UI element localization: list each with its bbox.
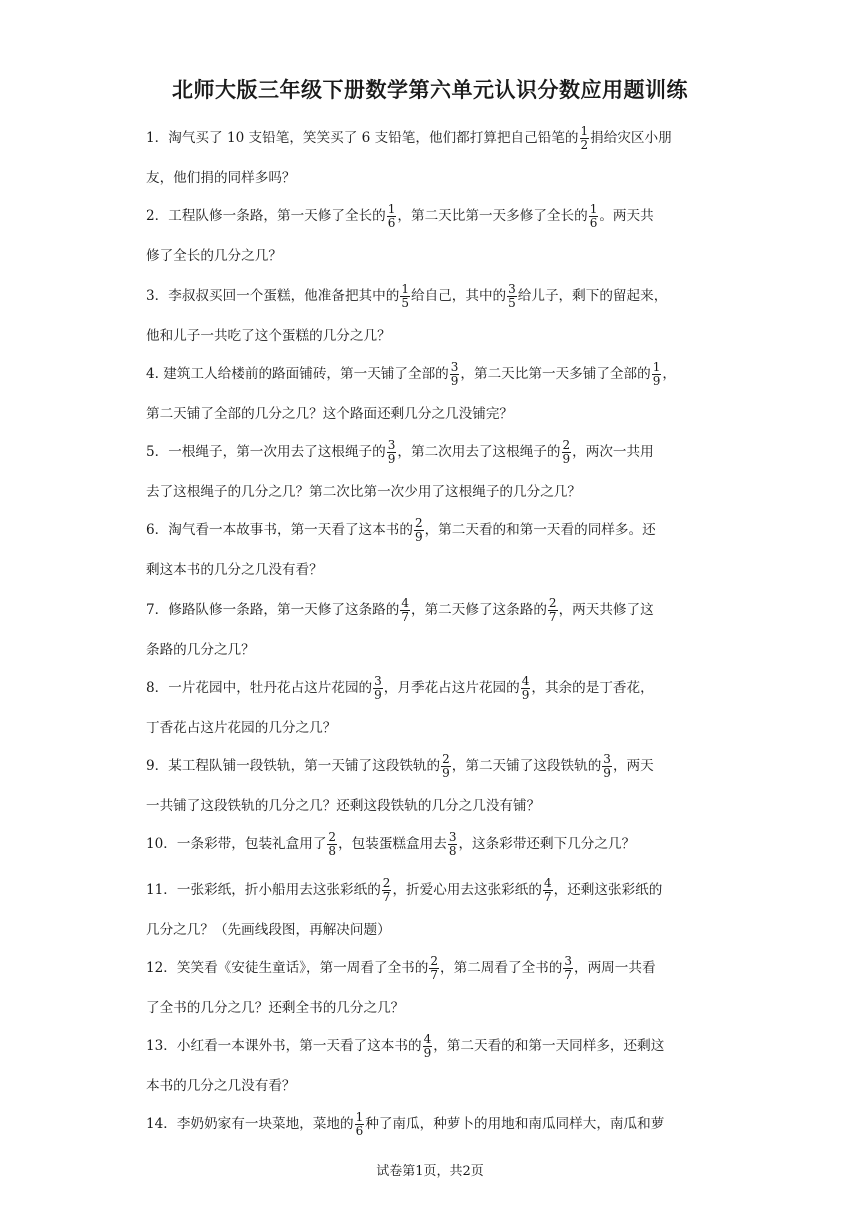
fraction [652, 361, 662, 388]
question-text: 给儿子，剩下的留起来， [517, 288, 668, 304]
fraction [602, 753, 612, 780]
fraction-denominator: 9 [562, 452, 571, 466]
page-footer: 试卷第1页，共2页 [376, 1164, 484, 1179]
fraction-numerator: 2 [328, 830, 337, 844]
question-text: 14．李奶奶家有一块菜地，菜地的 [146, 1116, 354, 1132]
fraction-denominator: 7 [401, 610, 409, 624]
fraction-denominator: 6 [387, 216, 396, 230]
question-line [146, 910, 718, 950]
question-text: ，两周一共看 [574, 960, 656, 976]
question-text: ，第二天看的和第一天看的同样多。还 [424, 522, 656, 538]
fraction-numerator: 1 [355, 1110, 364, 1124]
fraction [429, 955, 439, 982]
question-line [146, 948, 718, 988]
question-text: 他和儿子一共吃了这个蛋糕的几分之几？ [146, 328, 391, 344]
question-text: ，月季花占这片花园的 [383, 680, 520, 696]
question-text: 2．工程队修一条路，第一天修了全长的 [146, 208, 386, 224]
fraction-denominator: 5 [401, 296, 409, 310]
question-text: 第二天铺了全部的几分之几？这个路面还剩几分之几没铺完？ [146, 406, 514, 422]
question-text: 12．笑笑看《安徒生童话》，第一周看了全书的 [146, 960, 429, 976]
question-10 [146, 824, 718, 864]
fraction [441, 753, 451, 780]
fraction-denominator: 2 [580, 138, 589, 152]
fraction-denominator: 9 [423, 1046, 432, 1060]
question-line [146, 550, 718, 590]
question-text: 种了南瓜，种萝卜的用地和南瓜同样大，南瓜和萝 [365, 1116, 665, 1132]
fraction-numerator: 3 [564, 954, 572, 968]
question-line [146, 668, 718, 708]
question-text: 了全书的几分之几？还剩全书的几分之几？ [146, 1000, 405, 1016]
question-text: ，第二天铺了这段铁轨的 [451, 758, 602, 774]
question-14 [146, 1104, 718, 1144]
question-line [146, 354, 718, 394]
question-text: ，包装蛋糕盒用去 [338, 836, 447, 852]
question-line [146, 276, 718, 316]
question-7 [146, 590, 718, 670]
fraction-denominator: 9 [374, 688, 382, 702]
fraction-denominator: 8 [328, 844, 337, 858]
fraction [507, 283, 517, 310]
question-3 [146, 276, 718, 356]
fraction-denominator: 7 [548, 610, 557, 624]
fraction-numerator: 2 [548, 596, 557, 610]
question-text: ，第二天比第一天多铺了全部的 [460, 366, 651, 382]
fraction [450, 361, 460, 388]
question-text: ，第二周看了全书的 [440, 960, 563, 976]
fraction [563, 955, 573, 982]
question-text: ，第二天比第一天多修了全长的 [397, 208, 588, 224]
fraction [562, 439, 572, 466]
fraction-numerator: 2 [442, 752, 450, 766]
question-line [146, 196, 718, 236]
fraction-denominator: 7 [564, 968, 572, 982]
fraction-numerator: 1 [580, 124, 589, 138]
question-text: 几分之几？（先画线段图，再解决问题） [146, 922, 391, 938]
question-1 [146, 118, 718, 198]
fraction-numerator: 1 [652, 360, 661, 374]
fraction [400, 597, 410, 624]
fraction [589, 203, 599, 230]
question-line [146, 394, 718, 434]
fraction-numerator: 1 [589, 202, 598, 216]
fraction [548, 597, 558, 624]
question-line [146, 870, 718, 910]
fraction [423, 1033, 433, 1060]
fraction-numerator: 1 [387, 202, 396, 216]
fraction-numerator: 2 [430, 954, 439, 968]
question-5 [146, 432, 718, 512]
fraction-numerator: 2 [414, 516, 423, 530]
question-text: 友，他们捐的同样多吗？ [146, 170, 296, 186]
question-2 [146, 196, 718, 276]
question-text: 11．一张彩纸，折小船用去这张彩纸的 [146, 882, 381, 898]
question-text: ，两天 [612, 758, 654, 774]
question-line [146, 708, 718, 748]
fraction [355, 1111, 365, 1138]
question-line [146, 432, 718, 472]
question-4 [146, 354, 718, 434]
question-text: 4. 建筑工人给楼前的路面铺砖，第一天铺了全部的 [146, 366, 449, 382]
fraction [373, 675, 383, 702]
fraction [387, 203, 397, 230]
fraction-numerator: 4 [521, 674, 530, 688]
question-line [146, 1066, 718, 1106]
question-text: 7．修路队修一条路，第一天修了这条路的 [146, 602, 400, 618]
question-line [146, 590, 718, 630]
question-text: ，这条彩带还剩下几分之几？ [458, 836, 636, 852]
question-9 [146, 746, 718, 826]
question-text: 条路的几分之几？ [146, 642, 255, 658]
question-line [146, 472, 718, 512]
question-12 [146, 948, 718, 1028]
question-text: 丁香花占这片花园的几分之几？ [146, 720, 337, 736]
fraction-numerator: 4 [543, 876, 552, 890]
question-line [146, 1026, 718, 1066]
fraction-denominator: 6 [355, 1124, 364, 1138]
fraction-numerator: 3 [448, 830, 457, 844]
question-8 [146, 668, 718, 748]
page-title: 北师大版三年级下册数学第六单元认识分数应用题训练 [172, 78, 688, 102]
fraction [327, 831, 337, 858]
question-line [146, 510, 718, 550]
question-text: ，折爱心用去这张彩纸的 [392, 882, 542, 898]
question-line [146, 1104, 718, 1144]
question-text: 9．某工程队铺一段铁轨，第一天铺了这段铁轨的 [146, 758, 441, 774]
question-text: ，第二次用去了这根绳子的 [397, 444, 561, 460]
fraction-numerator: 2 [562, 438, 571, 452]
fraction-denominator: 9 [521, 688, 530, 702]
fraction [382, 877, 392, 904]
question-text: 去了这根绳子的几分之几？第二次比第一次少用了这根绳子的几分之几？ [146, 484, 581, 500]
question-13 [146, 1026, 718, 1106]
fraction-numerator: 2 [382, 876, 391, 890]
question-text: ，还剩这张彩纸的 [553, 882, 663, 898]
question-line [146, 630, 718, 670]
fraction-numerator: 3 [508, 282, 516, 296]
question-text: 捐给灾区小朋 [590, 130, 672, 146]
fraction [580, 125, 590, 152]
question-11 [146, 870, 718, 950]
fraction [387, 439, 397, 466]
question-text: ，两次一共用 [572, 444, 654, 460]
question-6 [146, 510, 718, 590]
question-text: ， [662, 366, 676, 382]
fraction [543, 877, 553, 904]
fraction [414, 517, 424, 544]
fraction-denominator: 5 [508, 296, 516, 310]
fraction-numerator: 4 [423, 1032, 432, 1046]
question-line [146, 158, 718, 198]
question-text: 给自己，其中的 [410, 288, 507, 304]
fraction-numerator: 4 [401, 596, 409, 610]
question-text: ，两天共修了这 [558, 602, 654, 618]
fraction-denominator: 9 [450, 374, 459, 388]
fraction-denominator: 7 [543, 890, 552, 904]
question-text: 本书的几分之几没有看？ [146, 1078, 296, 1094]
fraction-denominator: 8 [448, 844, 457, 858]
question-text: 修了全长的几分之几？ [146, 248, 282, 264]
fraction-denominator: 6 [589, 216, 598, 230]
fraction-denominator: 9 [442, 766, 450, 780]
question-text: 10．一条彩带，包装礼盒用了 [146, 836, 327, 852]
question-text: ，第二天修了这条路的 [410, 602, 547, 618]
question-text: 6．淘气看一本故事书，第一天看了这本书的 [146, 522, 413, 538]
question-text: ，其余的是丁香花， [531, 680, 654, 696]
question-text: 5．一根绳子，第一次用去了这根绳子的 [146, 444, 386, 460]
question-line [146, 988, 718, 1028]
fraction-numerator: 3 [450, 360, 459, 374]
question-line [146, 236, 718, 276]
fraction-numerator: 1 [401, 282, 409, 296]
question-line [146, 746, 718, 786]
question-text: 。两天共 [599, 208, 654, 224]
question-text: 一共铺了这段铁轨的几分之几？还剩这段铁轨的几分之几没有铺？ [146, 798, 541, 814]
fraction-denominator: 9 [387, 452, 396, 466]
fraction-denominator: 9 [603, 766, 611, 780]
fraction-numerator: 3 [387, 438, 396, 452]
fraction-denominator: 9 [652, 374, 661, 388]
question-line [146, 118, 718, 158]
fraction-denominator: 9 [414, 530, 423, 544]
question-text: 3．李叔叔买回一个蛋糕，他准备把其中的 [146, 288, 400, 304]
question-line [146, 824, 718, 864]
fraction-denominator: 7 [382, 890, 391, 904]
question-line [146, 786, 718, 826]
question-line [146, 316, 718, 356]
fraction-numerator: 3 [603, 752, 611, 766]
question-text: 剩这本书的几分之几没有看？ [146, 562, 323, 578]
fraction-numerator: 3 [374, 674, 382, 688]
question-text: ，第二天看的和第一天同样多，还剩这 [433, 1038, 665, 1054]
question-text: 13．小红看一本课外书，第一天看了这本书的 [146, 1038, 422, 1054]
fraction [521, 675, 531, 702]
fraction [448, 831, 458, 858]
question-text: 1．淘气买了 10 支铅笔，笑笑买了 6 支铅笔，他们都打算把自己铅笔的 [146, 130, 579, 146]
fraction [400, 283, 410, 310]
question-text: 8．一片花园中，牡丹花占这片花园的 [146, 680, 373, 696]
fraction-denominator: 7 [430, 968, 439, 982]
